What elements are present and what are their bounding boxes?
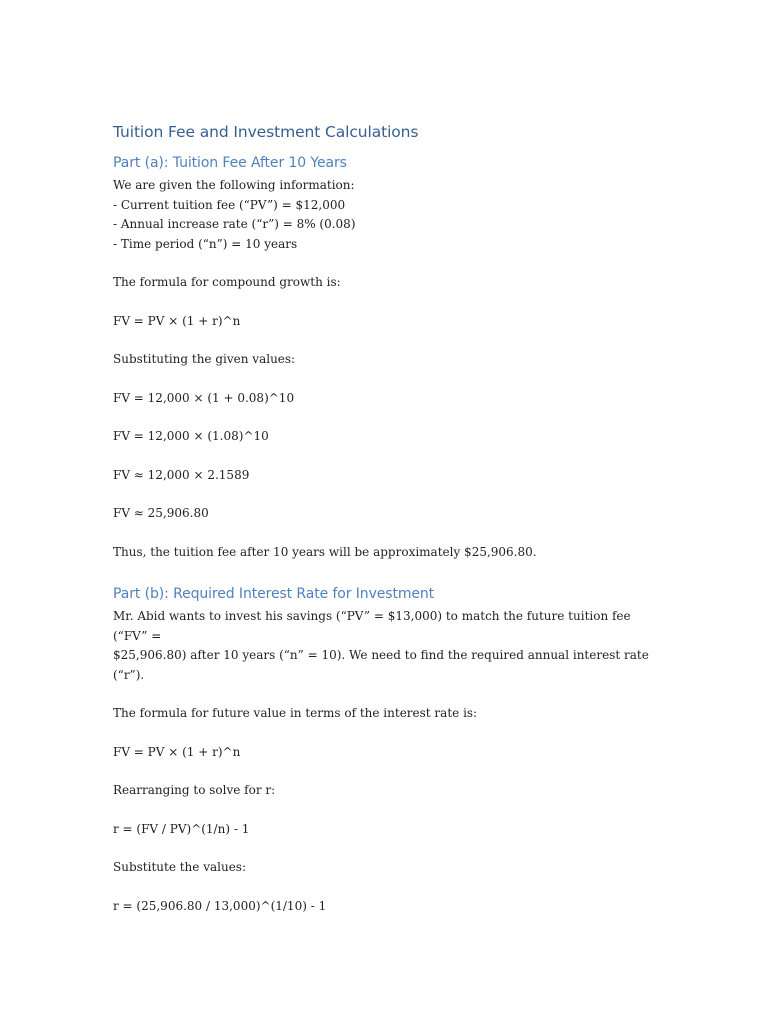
part-b-intro-line: $25,906.80) after 10 years (“n” = 10). We need to find the required annual interest rate xyxy=(113,648,649,662)
part-b-rearrange-intro: Rearranging to solve for r: xyxy=(113,783,276,797)
part-b-formula-intro: The formula for future value in terms of the interest rate is: xyxy=(113,706,478,720)
part-a-intro: We are given the following information: xyxy=(113,178,355,192)
part-a-formula-intro: The formula for compound growth is: xyxy=(113,275,341,289)
part-a-substitute-intro: Substituting the given values: xyxy=(113,352,296,366)
part-a-list-item: - Annual increase rate (“r”) = 8% (0.08) xyxy=(113,217,356,231)
part-a-step-4: FV ≈ 25,906.80 xyxy=(113,506,209,520)
part-b-rearranged-formula: r = (FV / PV)^(1/n) - 1 xyxy=(113,821,250,836)
document-content xyxy=(113,123,658,916)
part-b-substituted-formula: r = (25,906.80 / 13,000)^(1/10) - 1 xyxy=(113,898,327,913)
part-a-list-item: - Time period (“n”) = 10 years xyxy=(113,236,298,251)
part-b-intro-line: (“r”). xyxy=(113,667,145,682)
part-a-conclusion: Thus, the tuition fee after 10 years will be approximately $25,906.80. xyxy=(113,544,537,559)
part-a-heading: Part (a): Tuition Fee After 10 Years xyxy=(113,155,347,171)
part-b-formula: FV = PV × (1 + r)^n xyxy=(113,744,241,759)
part-b-intro-line: Mr. Abid wants to invest his savings (“PV” = $13,000) to match the future tuition fee (“FV” = xyxy=(113,609,631,643)
part-a-list-item: - Current tuition fee (“PV”) = $12,000 xyxy=(113,197,346,212)
document-title: Tuition Fee and Investment Calculations xyxy=(113,123,419,141)
part-a-formula: FV = PV × (1 + r)^n xyxy=(113,313,241,328)
part-a-step-1: FV = 12,000 × (1 + 0.08)^10 xyxy=(113,390,295,405)
part-b-heading: Part (b): Required Interest Rate for Investment xyxy=(113,586,435,602)
part-b-substitute-intro: Substitute the values: xyxy=(113,860,247,874)
part-a-step-2: FV = 12,000 × (1.08)^10 xyxy=(113,429,269,443)
part-a-step-3: FV ≈ 12,000 × 2.1589 xyxy=(113,467,250,482)
